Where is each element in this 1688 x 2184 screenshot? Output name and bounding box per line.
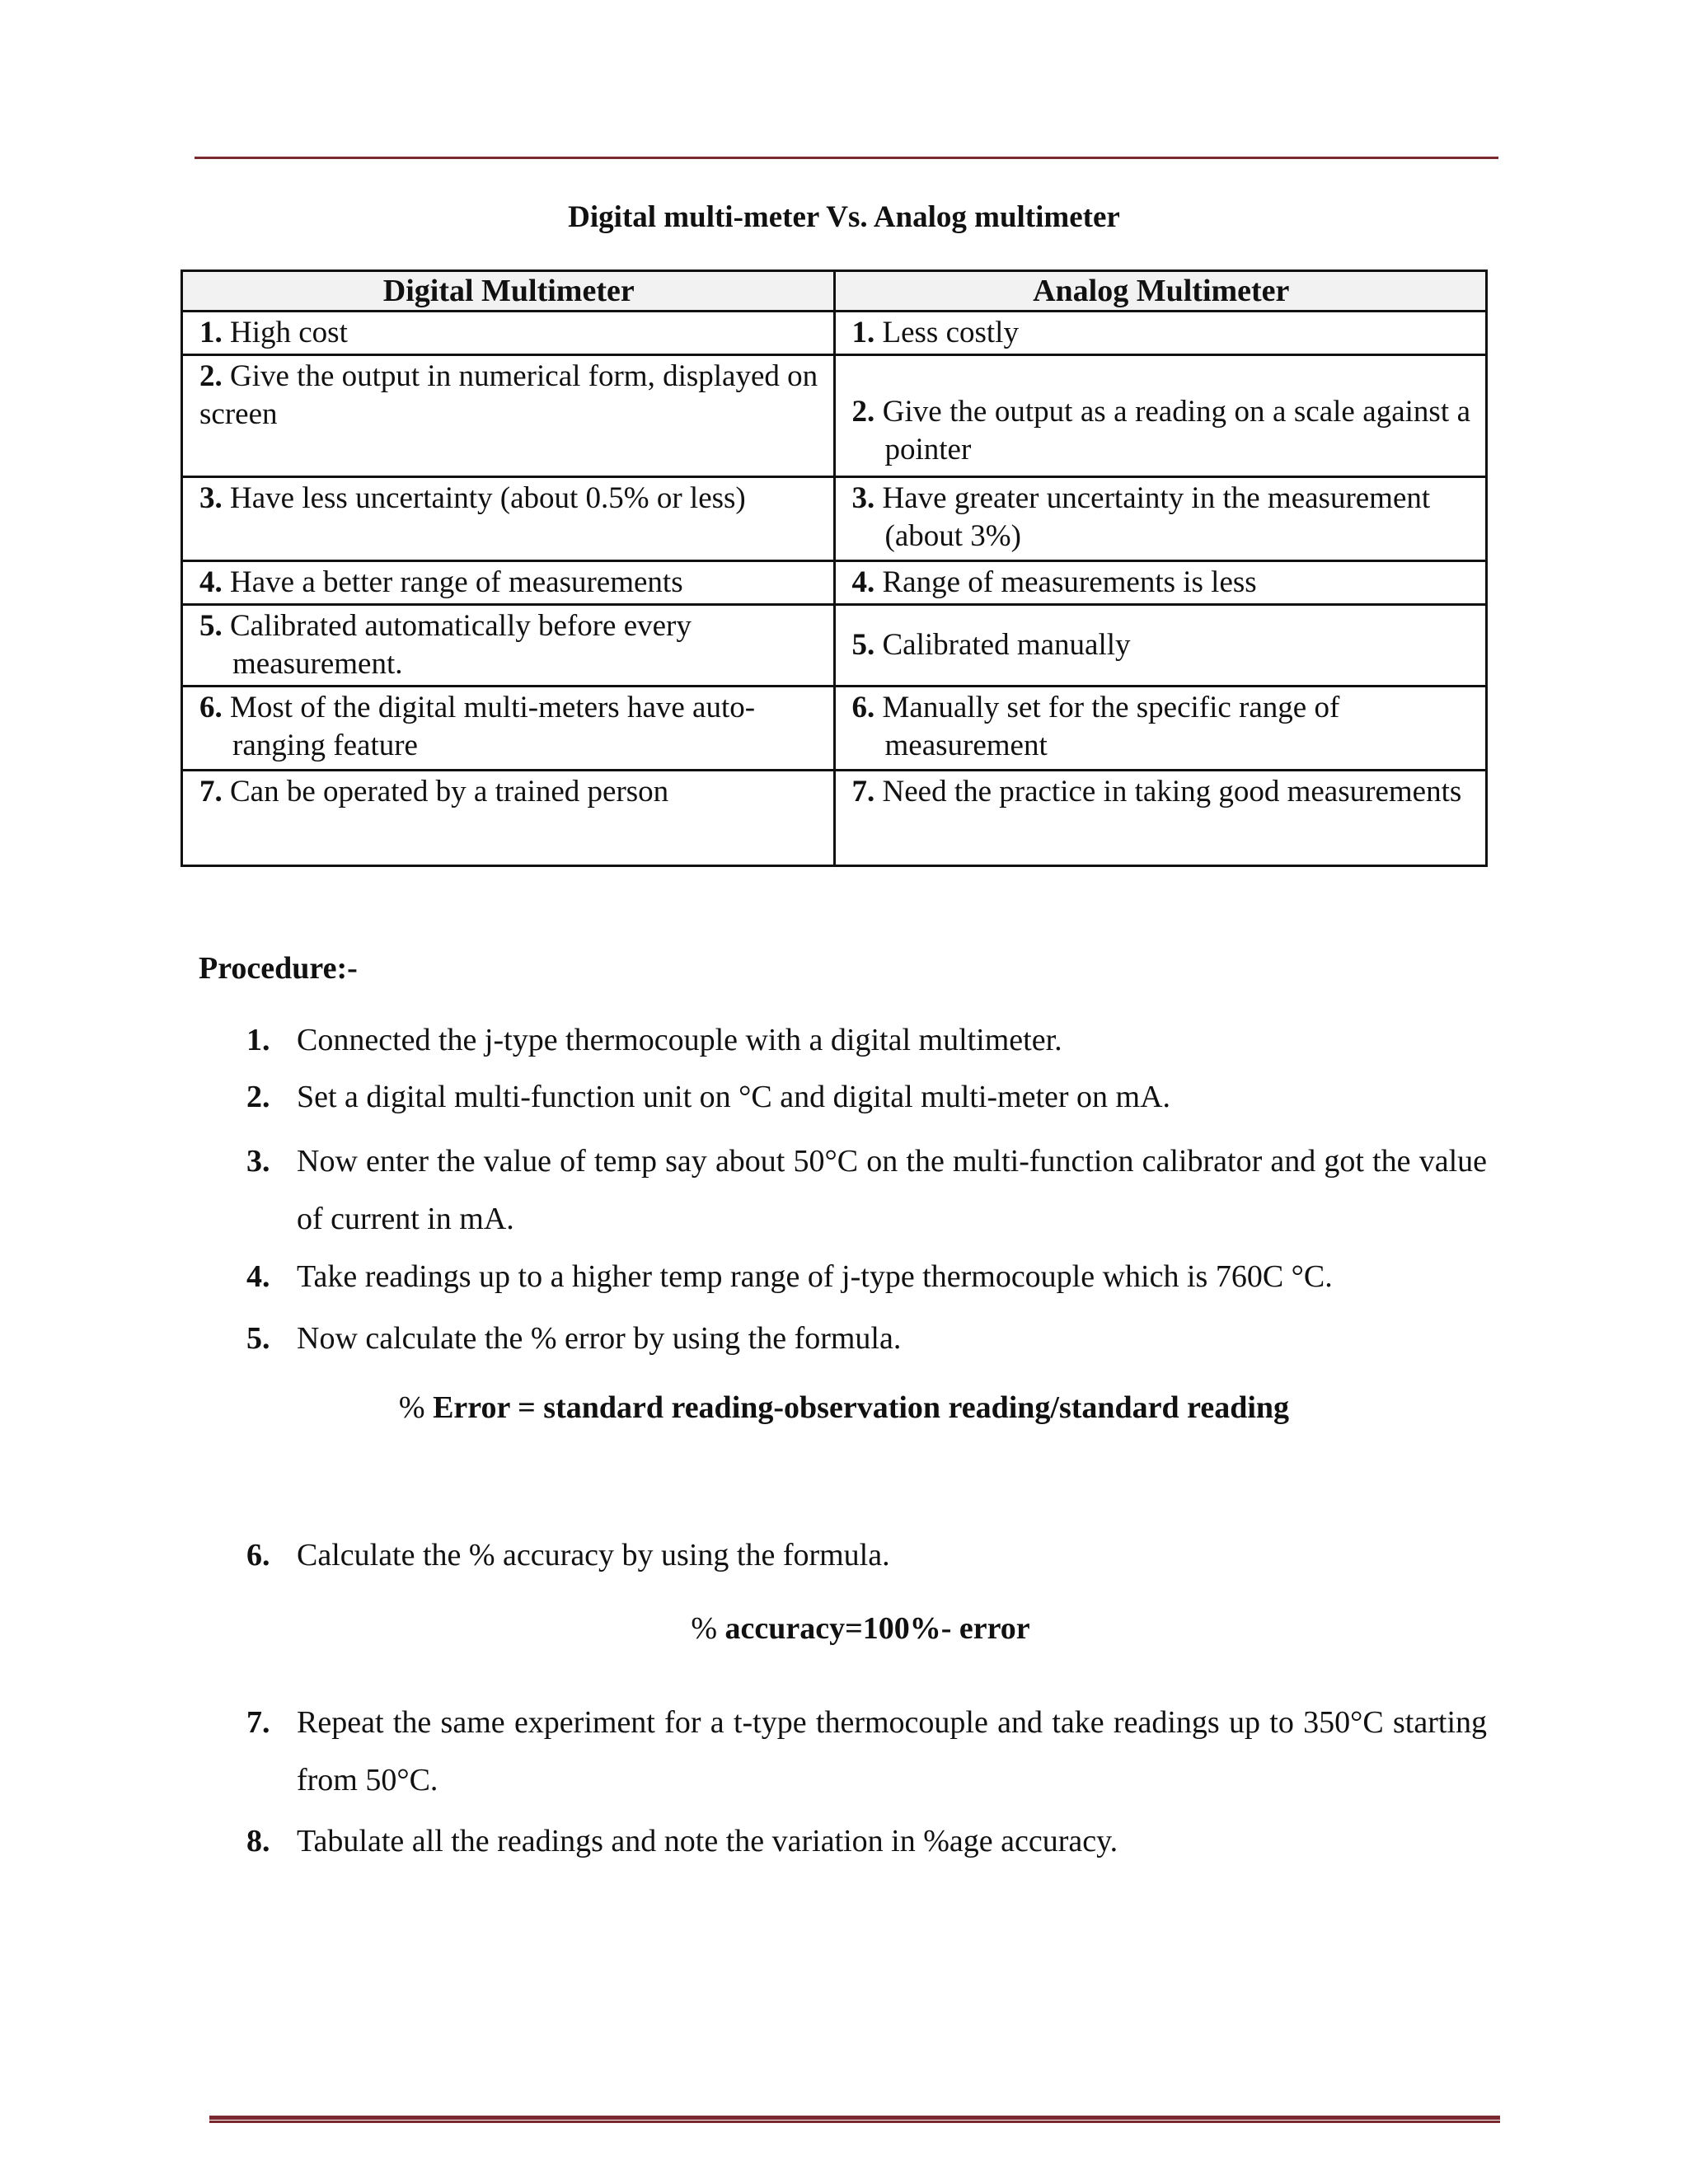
step-text: Repeat the same experiment for a t-type thermocouple and take readings up to 350°C starting from 50°C.	[297, 1705, 1487, 1797]
table-row	[182, 771, 1487, 866]
row-number: 2.	[199, 359, 223, 393]
cell-text: Range of measurements is less	[882, 565, 1257, 599]
row-number: 5.	[199, 609, 223, 643]
row-number: 3.	[851, 481, 875, 515]
row-number: 4.	[199, 565, 223, 599]
step-text: Connected the j-type thermocouple with a digital multimeter.	[297, 1023, 1062, 1057]
analog-cell	[834, 561, 1487, 605]
cell-text: Most of the digital multi-meters have auto-ranging feature	[230, 691, 756, 762]
procedure-heading: Procedure:-	[199, 951, 358, 986]
row-number: 1.	[851, 316, 875, 349]
digital-cell	[182, 477, 835, 561]
cell-text-wrap	[852, 689, 1471, 765]
step-number: 2.	[246, 1080, 270, 1114]
analog-cell	[834, 771, 1487, 866]
cell-text: Have a better range of measurements	[230, 565, 683, 599]
list-item	[246, 1310, 1487, 1367]
row-number: 1.	[199, 316, 223, 349]
formula-prefix: %	[691, 1611, 725, 1646]
formula-body: Error = standard reading-observation reading/standard reading	[433, 1390, 1290, 1425]
accuracy-formula	[0, 1610, 1688, 1647]
table-row	[182, 605, 1487, 687]
table-row	[182, 312, 1487, 355]
error-formula	[0, 1390, 1688, 1426]
row-number: 3.	[199, 481, 223, 515]
cell-text: Need the practice in taking good measurements	[882, 775, 1462, 808]
table-header-row	[182, 271, 1487, 312]
comparison-table	[181, 269, 1488, 867]
cell-text: Give the output in numerical form, displayed on screen	[199, 359, 818, 431]
formula-prefix: %	[398, 1390, 434, 1425]
step-text: Now enter the value of temp say about 50°C on the multi-function calibrator and got the value of current in mA.	[297, 1144, 1487, 1236]
cell-text: Have greater uncertainty in the measurement (about 3%)	[882, 481, 1431, 553]
cell-text-wrap	[199, 480, 818, 518]
row-number: 7.	[199, 775, 223, 808]
step-number: 4.	[246, 1259, 270, 1294]
cell-text-wrap	[852, 480, 1471, 555]
table-row	[182, 477, 1487, 561]
list-item	[246, 1068, 1487, 1126]
list-item	[246, 1132, 1487, 1248]
cell-text: Less costly	[882, 316, 1019, 349]
list-item	[246, 1248, 1487, 1305]
cell-text-wrap	[199, 607, 818, 683]
step-number: 3.	[246, 1144, 270, 1179]
row-number: 7.	[851, 775, 875, 808]
digital-cell	[182, 687, 835, 771]
list-item	[246, 1526, 1487, 1584]
step-text: Tabulate all the readings and note the variation in %age accuracy.	[297, 1824, 1118, 1858]
step-text: Take readings up to a higher temp range of j-type thermocouple which is 760C °C.	[297, 1259, 1333, 1294]
table-row	[182, 355, 1487, 477]
list-item	[246, 1694, 1487, 1809]
cell-text: High cost	[222, 316, 348, 349]
cell-text: Calibrated manually	[882, 628, 1131, 662]
cell-text: Calibrated automatically before every measurement.	[230, 609, 692, 681]
row-number: 5.	[851, 628, 875, 662]
header-rule	[195, 157, 1498, 159]
digital-cell	[182, 355, 835, 477]
row-number: 2.	[851, 395, 875, 429]
header-analog: Analog Multimeter	[834, 271, 1487, 312]
list-item	[246, 1812, 1487, 1870]
analog-cell	[834, 312, 1487, 355]
cell-text: Give the output as a reading on a scale against a pointer	[882, 395, 1471, 466]
analog-cell	[834, 605, 1487, 687]
list-item	[246, 1011, 1487, 1069]
footer-rule	[209, 2116, 1500, 2123]
document-title: Digital multi-meter Vs. Analog multimeter	[568, 200, 1120, 234]
formula-body: accuracy=100%- error	[724, 1611, 1030, 1646]
digital-cell	[182, 771, 835, 866]
digital-cell	[182, 561, 835, 605]
row-number: 4.	[851, 565, 875, 599]
step-number: 8.	[246, 1824, 270, 1858]
analog-cell	[834, 687, 1487, 771]
step-number: 1.	[246, 1023, 270, 1057]
row-number: 6.	[851, 691, 875, 724]
cell-text-wrap	[199, 689, 818, 765]
step-text: Calculate the % accuracy by using the formula.	[297, 1538, 890, 1572]
table-row	[182, 561, 1487, 605]
analog-cell	[834, 355, 1487, 477]
cell-text: Manually set for the specific range of measurement	[882, 691, 1340, 762]
cell-text: Have less uncertainty (about 0.5% or less)	[230, 481, 746, 515]
step-text: Set a digital multi-function unit on °C and digital multi-meter on mA.	[297, 1080, 1171, 1114]
step-number: 5.	[246, 1321, 270, 1356]
step-number: 7.	[246, 1705, 270, 1740]
digital-cell	[182, 605, 835, 687]
cell-text-wrap	[852, 393, 1471, 469]
step-text: Now calculate the % error by using the formula.	[297, 1321, 902, 1356]
digital-cell	[182, 312, 835, 355]
row-number: 6.	[199, 691, 223, 724]
header-digital: Digital Multimeter	[182, 271, 835, 312]
step-number: 6.	[246, 1538, 270, 1572]
analog-cell	[834, 477, 1487, 561]
cell-text: Can be operated by a trained person	[230, 775, 669, 808]
table-row	[182, 687, 1487, 771]
